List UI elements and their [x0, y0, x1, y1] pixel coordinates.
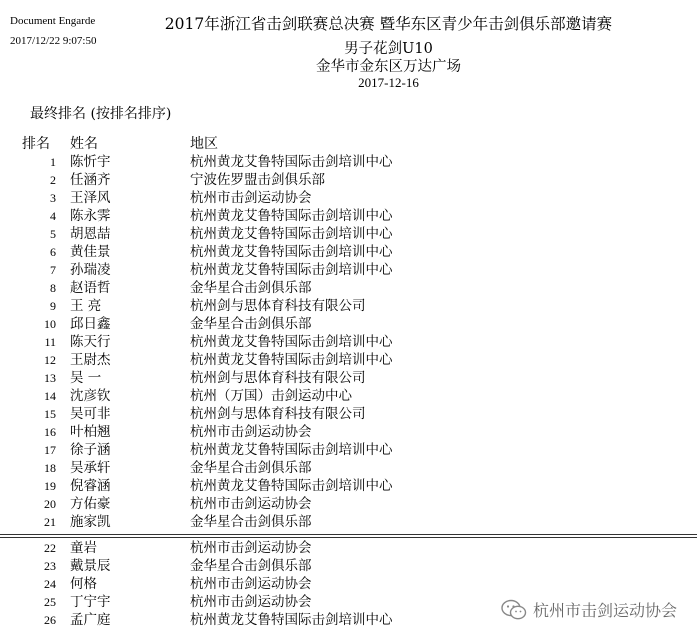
column-header-rank: 排名 — [22, 136, 50, 152]
name-cell: 丁宁宇 — [70, 594, 111, 610]
rank-cell: 26 — [44, 613, 56, 627]
name-cell: 徐子涵 — [70, 442, 111, 458]
name-cell: 吴承轩 — [70, 460, 111, 476]
generator-name: Document Engarde — [10, 15, 96, 27]
table-row — [0, 387, 393, 405]
region-cell: 金华星合击剑俱乐部 — [190, 514, 312, 530]
region-cell: 杭州剑与思体育科技有限公司 — [190, 370, 366, 386]
rank-cell: 19 — [44, 479, 56, 493]
region-cell: 杭州黄龙艾鲁特国际击剑培训中心 — [190, 226, 393, 242]
name-cell: 叶柏翘 — [70, 424, 111, 440]
rank-cell: 14 — [44, 389, 56, 403]
region-cell: 杭州黄龙艾鲁特国际击剑培训中心 — [190, 442, 393, 458]
rank-cell: 5 — [50, 227, 56, 241]
table-row — [0, 261, 393, 279]
region-cell: 杭州黄龙艾鲁特国际击剑培训中心 — [190, 478, 393, 494]
table-row — [0, 207, 393, 225]
rank-cell: 12 — [44, 353, 56, 367]
table-row — [0, 575, 393, 593]
wechat-icon — [501, 599, 527, 621]
rank-cell: 20 — [44, 497, 56, 511]
name-cell: 吴可非 — [70, 406, 111, 422]
table-row — [0, 441, 393, 459]
table-row — [0, 351, 393, 369]
event-date: 2017-12-16 — [358, 75, 419, 90]
rank-cell: 4 — [50, 209, 56, 223]
page-title: 2017年浙江省击剑联赛总决赛 暨华东区青少年击剑俱乐部邀请赛 — [164, 15, 613, 33]
watermark-text: 杭州市击剑运动协会 — [532, 601, 677, 620]
name-cell: 戴景辰 — [70, 558, 111, 574]
region-cell: 杭州市击剑运动协会 — [190, 576, 312, 592]
column-header-name: 姓名 — [70, 136, 98, 152]
rank-cell: 2 — [50, 173, 56, 187]
name-cell: 施家凯 — [70, 514, 111, 530]
rank-cell: 10 — [44, 317, 56, 331]
rank-cell: 18 — [44, 461, 56, 475]
name-cell: 邱日鑫 — [70, 316, 111, 332]
region-cell: 杭州市击剑运动协会 — [190, 190, 312, 206]
rank-cell: 15 — [44, 407, 56, 421]
table-row — [0, 593, 393, 611]
name-cell: 黄佳景 — [70, 244, 111, 260]
section-title: 最终排名 (按排名排序) — [30, 106, 172, 122]
region-cell: 杭州市击剑运动协会 — [190, 424, 312, 440]
table-row — [0, 369, 393, 387]
region-cell: 杭州市击剑运动协会 — [190, 594, 312, 610]
name-cell: 王泽风 — [70, 190, 111, 206]
table-row — [0, 333, 393, 351]
region-cell: 杭州黄龙艾鲁特国际击剑培训中心 — [190, 352, 393, 368]
name-cell: 王尉杰 — [70, 352, 111, 368]
region-cell: 杭州市击剑运动协会 — [190, 496, 312, 512]
watermark — [501, 598, 677, 621]
region-cell: 金华星合击剑俱乐部 — [190, 316, 312, 332]
name-cell: 何格 — [70, 576, 97, 592]
rank-cell: 9 — [50, 299, 56, 313]
table-row — [0, 189, 393, 207]
divider — [0, 537, 697, 538]
region-cell: 杭州剑与思体育科技有限公司 — [190, 298, 366, 314]
rank-cell: 6 — [50, 245, 56, 259]
venue: 金华市金东区万达广场 — [316, 59, 461, 75]
table-row — [0, 557, 393, 575]
rank-cell: 22 — [44, 541, 56, 555]
table-row — [0, 513, 393, 531]
ranking-table — [0, 153, 393, 531]
table-row — [0, 243, 393, 261]
table-row — [0, 405, 393, 423]
region-cell: 宁波佐罗盟击剑俱乐部 — [190, 172, 325, 188]
name-cell: 王 亮 — [70, 298, 102, 314]
table-row — [0, 459, 393, 477]
name-cell: 陈天行 — [70, 334, 111, 350]
event-name: 男子花剑U10 — [344, 41, 433, 57]
ranking-table-continued — [0, 539, 393, 629]
divider — [0, 534, 697, 535]
region-cell: 杭州剑与思体育科技有限公司 — [190, 406, 366, 422]
table-row — [0, 297, 393, 315]
column-header-region: 地区 — [190, 136, 218, 152]
region-cell: 金华星合击剑俱乐部 — [190, 460, 312, 476]
rank-cell: 23 — [44, 559, 56, 573]
generator-timestamp: 2017/12/22 9:07:50 — [10, 35, 97, 47]
rank-cell: 3 — [50, 191, 56, 205]
name-cell: 孙瑞凌 — [70, 262, 111, 278]
rank-cell: 1 — [50, 155, 56, 169]
region-cell: 杭州市击剑运动协会 — [190, 540, 312, 556]
name-cell: 方佑豪 — [70, 496, 111, 512]
region-cell: 金华星合击剑俱乐部 — [190, 558, 312, 574]
table-row — [0, 423, 393, 441]
table-row — [0, 153, 393, 171]
rank-cell: 16 — [44, 425, 56, 439]
name-cell: 胡恩喆 — [70, 226, 111, 242]
name-cell: 赵语哲 — [70, 280, 111, 296]
rank-cell: 25 — [44, 595, 56, 609]
name-cell: 吴 一 — [70, 370, 102, 386]
name-cell: 倪睿涵 — [70, 478, 111, 494]
name-cell: 童岩 — [70, 540, 97, 556]
region-cell: 杭州黄龙艾鲁特国际击剑培训中心 — [190, 262, 393, 278]
region-cell: 杭州黄龙艾鲁特国际击剑培训中心 — [190, 208, 393, 224]
name-cell: 陈永霁 — [70, 208, 111, 224]
region-cell: 金华星合击剑俱乐部 — [190, 280, 312, 296]
table-row — [0, 315, 393, 333]
table-row — [0, 477, 393, 495]
rank-cell: 21 — [44, 515, 56, 529]
region-cell: 杭州黄龙艾鲁特国际击剑培训中心 — [190, 334, 393, 350]
table-row — [0, 225, 393, 243]
region-cell: 杭州黄龙艾鲁特国际击剑培训中心 — [190, 244, 393, 260]
rank-cell: 13 — [44, 371, 56, 385]
rank-cell: 24 — [44, 577, 56, 591]
table-row — [0, 611, 393, 629]
table-row — [0, 279, 393, 297]
region-cell: 杭州（万国）击剑运动中心 — [190, 388, 352, 404]
table-row — [0, 495, 393, 513]
rank-cell: 7 — [50, 263, 56, 277]
name-cell: 任涵齐 — [70, 172, 111, 188]
region-cell: 杭州黄龙艾鲁特国际击剑培训中心 — [190, 154, 393, 170]
name-cell: 沈彦钦 — [70, 388, 111, 404]
table-row — [0, 171, 393, 189]
rank-cell: 17 — [44, 443, 56, 457]
rank-cell: 11 — [44, 335, 56, 349]
name-cell: 孟广庭 — [70, 612, 111, 628]
name-cell: 陈忻宇 — [70, 154, 111, 170]
table-row — [0, 539, 393, 557]
rank-cell: 8 — [50, 281, 56, 295]
region-cell: 杭州黄龙艾鲁特国际击剑培训中心 — [190, 612, 393, 628]
